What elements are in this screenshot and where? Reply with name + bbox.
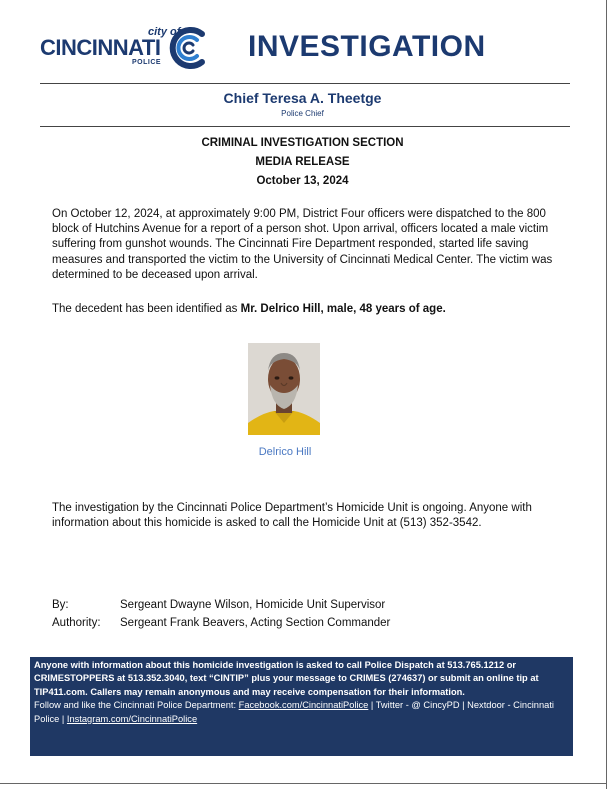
logo-city-of: city of — [148, 26, 181, 38]
photo-caption: Delrico Hill — [258, 446, 312, 458]
signoff-authority-value: Sergeant Frank Beavers, Acting Section Commander — [120, 617, 391, 629]
signoff-authority-row — [52, 617, 390, 629]
tip-banner — [30, 657, 573, 756]
release-type: MEDIA RELEASE — [255, 156, 350, 168]
signoff-by-label: By: — [52, 599, 69, 611]
decedent-details: Mr. Delrico Hill, male, 48 years of age. — [240, 303, 446, 315]
signoff-by-row — [52, 599, 385, 611]
cincinnati-police-logo — [40, 24, 215, 72]
decedent-photo — [248, 343, 320, 435]
instagram-link[interactable]: Instagram.com/CincinnatiPolice — [66, 713, 198, 724]
release-date: October 13, 2024 — [256, 175, 349, 187]
signoff-authority-label: Authority: — [52, 617, 101, 629]
page-title: INVESTIGATION — [248, 30, 486, 63]
facebook-link[interactable]: Facebook.com/CincinnatiPolice — [238, 700, 369, 711]
logo-city-name: CINCINNATI — [40, 35, 161, 60]
identification-prefix: The decedent has been identified as — [52, 303, 241, 315]
incident-paragraph: On October 12, 2024, at approximately 9:00 PM, District Four officers were dispatched to the 800 block of Hutchins Avenue for a report of a person shot. Upon arrival, officers located a male victim suffering from gunshot wounds. The Cincinnati Fire Department responded, started life saving measures and transported the victim to the University of Cincinnati Medical Center. The victim was determined to be deceased upon arrival. — [52, 208, 553, 281]
tip-banner-text: Anyone with information about this homicide investigation is asked to call Police Dispatch at 513.765.1212 or CRIMESTOPPERS at 513.352.3040, text “CINTIP” plus your message to CRIMES (274637) or submit an online tip at TIP411.com. Callers may remain anonymous and may receive compensation for their information. — [34, 660, 539, 697]
logo-police: POLICE — [132, 59, 162, 66]
chief-title: Police Chief — [281, 109, 324, 118]
logo-c-emblem-icon — [164, 24, 212, 72]
signoff-by-value: Sergeant Dwayne Wilson, Homicide Unit Supervisor — [120, 599, 386, 611]
chief-name: Chief Teresa A. Theetge — [223, 90, 382, 106]
investigation-paragraph: The investigation by the Cincinnati Police Department’s Homicide Unit is ongoing. Anyone with information about this homicide is asked to call the Homicide Unit at (513) 352-3542. — [52, 502, 532, 530]
section-name: CRIMINAL INVESTIGATION SECTION — [201, 137, 404, 149]
social-middle-text: | Twitter - @ CincyPD | Nextdoor - Cincinnati Police | — [34, 700, 554, 724]
page-edge-right — [606, 0, 607, 789]
chief-divider — [40, 126, 570, 127]
header-divider — [40, 83, 570, 84]
page-edge-bottom — [0, 783, 607, 784]
identification-paragraph — [52, 302, 572, 317]
social-follow-line — [34, 699, 569, 726]
follow-prefix: Follow and like the Cincinnati Police Department: — [34, 700, 239, 711]
